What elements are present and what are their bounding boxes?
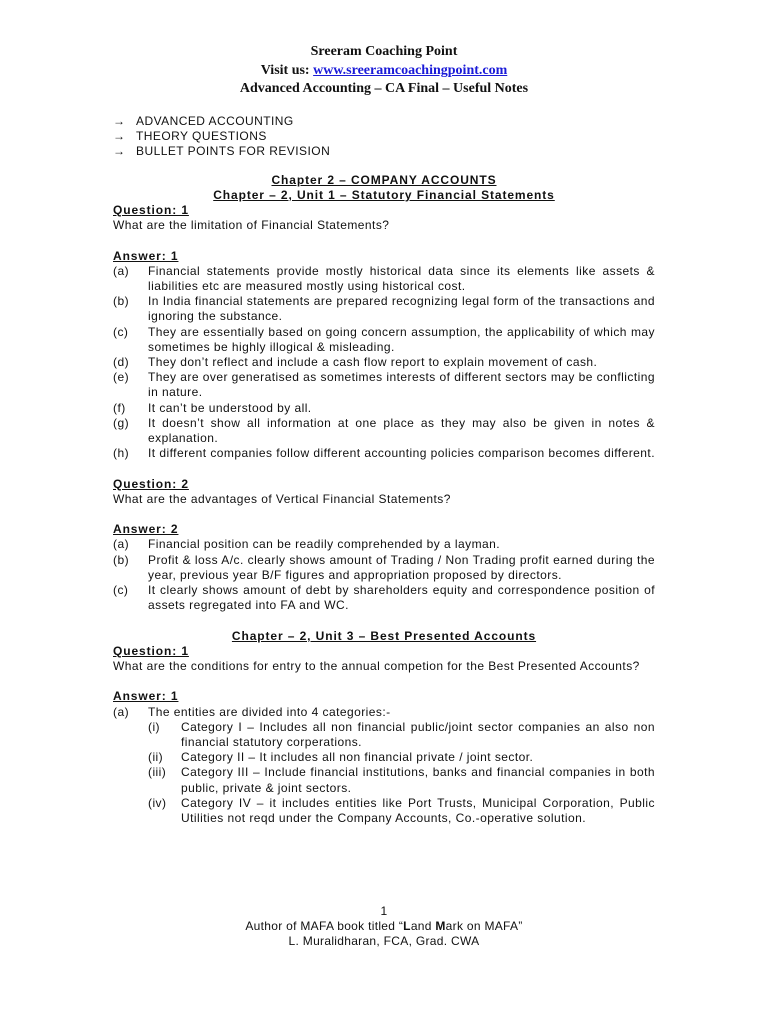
header-subtitle: Advanced Accounting – CA Final – Useful Notes bbox=[239, 81, 529, 96]
author-initial-l: L bbox=[403, 919, 411, 934]
question-text: What are the limitation of Financial Statements? bbox=[113, 218, 390, 233]
answer-item bbox=[113, 370, 655, 400]
item-text: In India financial statements are prepared recognizing legal form of the transactions and ignoring the substance. bbox=[148, 294, 655, 324]
answer-item bbox=[113, 537, 655, 552]
item-text: They are over generatised as sometimes interests of different sectors may be conflicting in nature. bbox=[148, 370, 655, 400]
question-label: Question: 1 bbox=[113, 643, 189, 658]
answer-subitem bbox=[113, 720, 655, 750]
item-text: It different companies follow different accounting policies comparison becomes different. bbox=[148, 446, 655, 461]
answer-label: Answer: 1 bbox=[113, 248, 179, 263]
answer-subitem bbox=[113, 750, 655, 765]
answer-item bbox=[113, 325, 655, 355]
question-text: What are the advantages of Vertical Financial Statements? bbox=[113, 491, 451, 506]
document-header bbox=[0, 43, 768, 99]
author-line bbox=[0, 919, 768, 934]
item-marker: (d) bbox=[113, 355, 130, 370]
item-marker: (a) bbox=[113, 263, 130, 278]
author-name: L. Muralidharan, FCA, Grad. CWA bbox=[288, 934, 480, 949]
item-text: Financial statements provide mostly historical data since its elements like assets & liabilities etc are measured mostly using historical cost. bbox=[148, 263, 655, 294]
chapter-title: Chapter 2 – COMPANY ACCOUNTS bbox=[271, 172, 497, 187]
subitem-text: Category III – Include financial institutions, banks and financial companies in both public, private & joint sectors. bbox=[181, 765, 655, 795]
item-marker: (c) bbox=[113, 324, 129, 339]
item-text: It can’t be understood by all. bbox=[148, 400, 312, 415]
author-mid: and bbox=[410, 919, 436, 934]
question-label: Question: 1 bbox=[113, 203, 189, 218]
subitem-marker: (ii) bbox=[148, 750, 164, 765]
answer-item bbox=[113, 264, 655, 294]
answer-item bbox=[113, 553, 655, 583]
subitem-marker: (iii) bbox=[148, 765, 167, 780]
question-text: What are the conditions for entry to the annual competion for the Best Presented Accounts? bbox=[113, 659, 640, 674]
page-number: 1 bbox=[380, 904, 388, 918]
item-marker: (h) bbox=[113, 446, 130, 461]
item-marker: (e) bbox=[113, 370, 130, 385]
bullet-text: THEORY QUESTIONS bbox=[136, 129, 267, 144]
item-marker: (a) bbox=[113, 704, 130, 719]
bullet-item bbox=[113, 114, 655, 129]
answer-item bbox=[113, 446, 655, 461]
answer-item bbox=[113, 355, 655, 370]
subitem-marker: (i) bbox=[148, 719, 161, 734]
header-visit-line bbox=[0, 62, 768, 81]
bullet-text: ADVANCED ACCOUNTING bbox=[136, 114, 294, 128]
subitem-marker: (iv) bbox=[148, 795, 167, 810]
author-prefix: Author of MAFA book titled “ bbox=[245, 919, 404, 934]
subitem-text: Category IV – it includes entities like Port Trusts, Municipal Corporation, Public Utilities not reqd under the Company Accounts, Co.-operative solution. bbox=[181, 795, 655, 826]
arrow-icon: → bbox=[113, 129, 126, 144]
arrow-icon: → bbox=[113, 114, 126, 128]
bullet-text: BULLET POINTS FOR REVISION bbox=[136, 144, 331, 159]
header-title: Sreeram Coaching Point bbox=[310, 44, 458, 59]
item-marker: (b) bbox=[113, 294, 130, 309]
answer-item bbox=[113, 401, 655, 416]
subitem-text: Category II – It includes all non financial private / joint sector. bbox=[181, 750, 534, 765]
item-text: They don’t reflect and include a cash flow report to explain movement of cash. bbox=[148, 355, 598, 370]
arrow-icon: → bbox=[113, 144, 126, 159]
answer-subitem bbox=[113, 765, 655, 795]
answer-item bbox=[113, 294, 655, 324]
visit-prefix: Visit us: bbox=[260, 62, 314, 78]
answer-label: Answer: 1 bbox=[113, 689, 179, 704]
document-body bbox=[113, 114, 655, 826]
document-footer bbox=[0, 904, 768, 950]
author-initial-m: M bbox=[435, 919, 446, 934]
author-suffix: ark on MAFA” bbox=[445, 919, 523, 934]
item-text: It doesn’t show all information at one place as they may also be given in notes & explanation. bbox=[148, 415, 655, 446]
bullet-item bbox=[113, 144, 655, 159]
item-text: The entities are divided into 4 categories:- bbox=[148, 704, 391, 719]
section-title: Chapter – 2, Unit 1 – Statutory Financial Statements bbox=[213, 187, 555, 202]
item-text: Financial position can be readily comprehended by a layman. bbox=[148, 537, 501, 552]
answer-item bbox=[113, 583, 655, 613]
answer-label: Answer: 2 bbox=[113, 522, 179, 537]
subitem-text: Category I – Includes all non financial public/joint sector companies an also non financial statutory corperations. bbox=[181, 719, 655, 750]
item-marker: (a) bbox=[113, 537, 130, 552]
item-marker: (c) bbox=[113, 583, 129, 598]
item-text: Profit & loss A/c. clearly shows amount of Trading / Non Trading profit earned during the year, previous year B/F figures and appropriation proposed by directors. bbox=[148, 552, 655, 582]
answer-item bbox=[113, 416, 655, 446]
website-link[interactable]: www.sreeramcoachingpoint.com bbox=[313, 62, 508, 78]
item-marker: (b) bbox=[113, 552, 130, 567]
item-marker: (f) bbox=[113, 400, 126, 415]
answer-item bbox=[113, 705, 655, 720]
item-text: It clearly shows amount of debt by shareholders equity and correspondence position of assets regregated into FA and WC. bbox=[148, 583, 655, 613]
item-text: They are essentially based on going concern assumption, the applicability of which may sometimes be highly illogical & misleading. bbox=[148, 324, 655, 354]
question-label: Question: 2 bbox=[113, 476, 189, 491]
bullet-item bbox=[113, 129, 655, 144]
answer-subitem bbox=[113, 796, 655, 826]
topic-bullets bbox=[113, 114, 655, 160]
item-marker: (g) bbox=[113, 415, 130, 430]
section-title: Chapter – 2, Unit 3 – Best Presented Accounts bbox=[231, 628, 537, 643]
